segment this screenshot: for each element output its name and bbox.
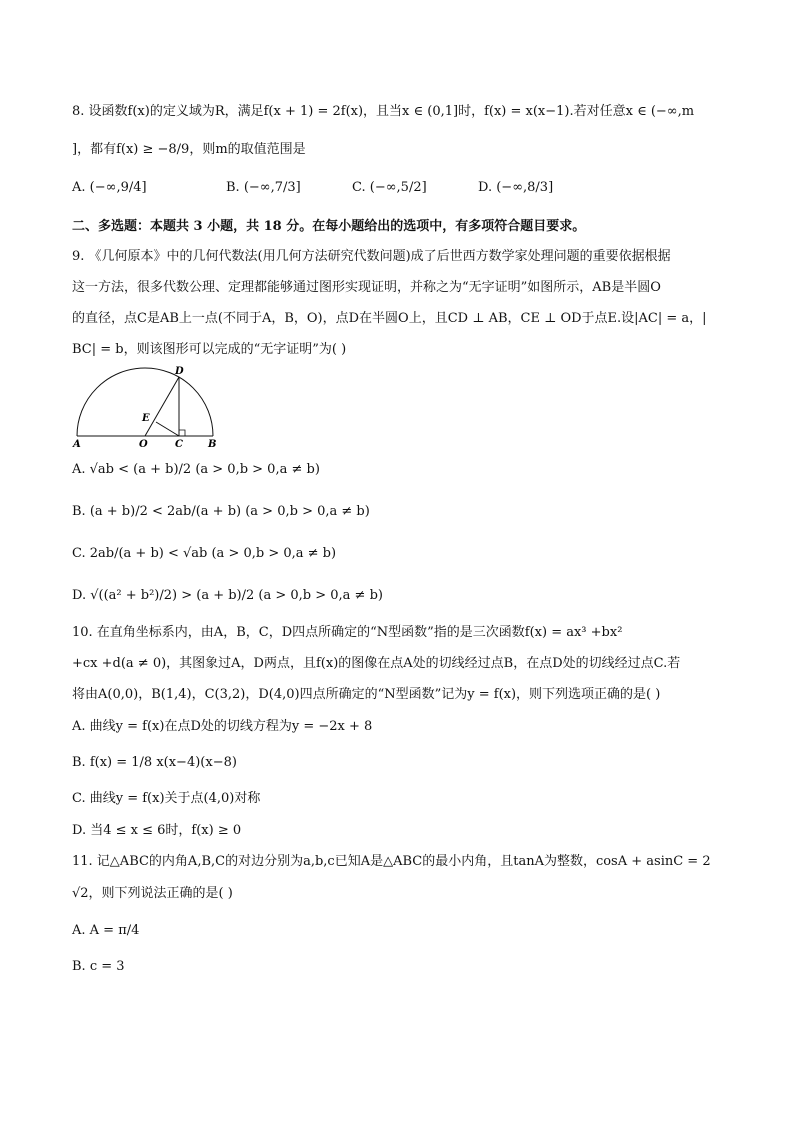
q10-stem-line2: +cx +d(a ≠ 0)，其图象过A，D两点，且f(x)的图像在点A处的切线经过点B，在点D处的切线经过点C.若: [72, 656, 681, 671]
q10-option-c[interactable]: C. 曲线y = f(x)关于点(4,0)对称: [72, 791, 261, 806]
label-b: B: [208, 439, 217, 450]
semicircle-figure: [72, 363, 222, 453]
q10-stem-line1: 10. 在直角坐标系内，由A，B，C，D四点所确定的“N型函数”指的是三次函数f(x) = ax³ +bx²: [72, 625, 623, 640]
segment-ce: [156, 422, 179, 436]
label-c: C: [175, 439, 183, 450]
q9-option-b[interactable]: B. (a + b)/2 < 2ab/(a + b) (a > 0,b > 0,a ≠ b): [72, 504, 370, 519]
q10-stem-line3: 将由A(0,0)，B(1,4)，C(3,2)，D(4,0)四点所确定的“N型函数”记为y = f(x)，则下列选项正确的是( ): [72, 687, 661, 702]
q9-stem-line3: 的直径，点C是AB上一点(不同于A，B，O)，点D在半圆O上，且CD ⊥ AB，CE ⊥ OD于点E.设|AC| = a，|: [72, 311, 707, 326]
q9-option-c[interactable]: C. 2ab/(a + b) < √ab (a > 0,b > 0,a ≠ b): [72, 546, 337, 561]
q9-stem-line4: BC| = b，则该图形可以完成的“无字证明”为( ): [72, 342, 347, 357]
q10-option-d[interactable]: D. 当4 ≤ x ≤ 6时，f(x) ≥ 0: [72, 823, 242, 838]
label-e: E: [142, 413, 150, 424]
segment-od: [145, 377, 179, 436]
q11-option-a[interactable]: A. A = π/4: [72, 923, 140, 938]
right-angle-marker: [179, 430, 185, 436]
q10-option-a[interactable]: A. 曲线y = f(x)在点D处的切线方程为y = −2x + 8: [72, 719, 373, 734]
q9-option-a[interactable]: A. √ab < (a + b)/2 (a > 0,b > 0,a ≠ b): [72, 462, 320, 477]
q8-option-a[interactable]: A. (−∞,9/4]: [72, 180, 147, 195]
label-o: O: [139, 439, 148, 450]
q11-stem-line1: 11. 记△ABC的内角A,B,C的对边分别为a,b,c已知A是△ABC的最小内角，且tanA为整数，cosA + asinC = 2: [72, 854, 711, 869]
q8-option-c[interactable]: C. (−∞,5/2]: [352, 180, 427, 195]
q9-stem-line2: 这一方法，很多代数公理、定理都能够通过图形实现证明，并称之为“无字证明”如图所示，AB是半圆O: [72, 280, 661, 295]
q8-option-b[interactable]: B. (−∞,7/3]: [226, 180, 301, 195]
semicircle-arc: [77, 368, 213, 436]
q8-option-d[interactable]: D. (−∞,8/3]: [478, 180, 554, 195]
q8-stem-line2: ]，都有f(x) ≥ −8/9，则m的取值范围是: [72, 142, 306, 157]
q9-option-d[interactable]: D. √((a² + b²)/2) > (a + b)/2 (a > 0,b > 0,a ≠ b): [72, 588, 383, 603]
label-a: A: [73, 439, 81, 450]
q9-stem-line1: 9. 《几何原本》中的几何代数法(用几何方法研究代数问题)成了后世西方数学家处理问题的重要依据根据: [72, 249, 671, 264]
label-d: D: [175, 366, 184, 377]
q8-stem-line1: 8. 设函数f(x)的定义域为R，满足f(x + 1) = 2f(x)，且当x ∈ (0,1]时，f(x) = x(x−1).若对任意x ∈ (−∞,m: [72, 104, 695, 119]
q11-option-b[interactable]: B. c = 3: [72, 959, 125, 974]
section-multiple-choice-title: 二、多选题：本题共 3 小题，共 18 分。在每小题给出的选项中，有多项符合题目要求。: [72, 219, 586, 234]
q11-stem-line2: √2，则下列说法正确的是( ): [72, 886, 233, 901]
q10-option-b[interactable]: B. f(x) = 1/8 x(x−4)(x−8): [72, 755, 237, 770]
